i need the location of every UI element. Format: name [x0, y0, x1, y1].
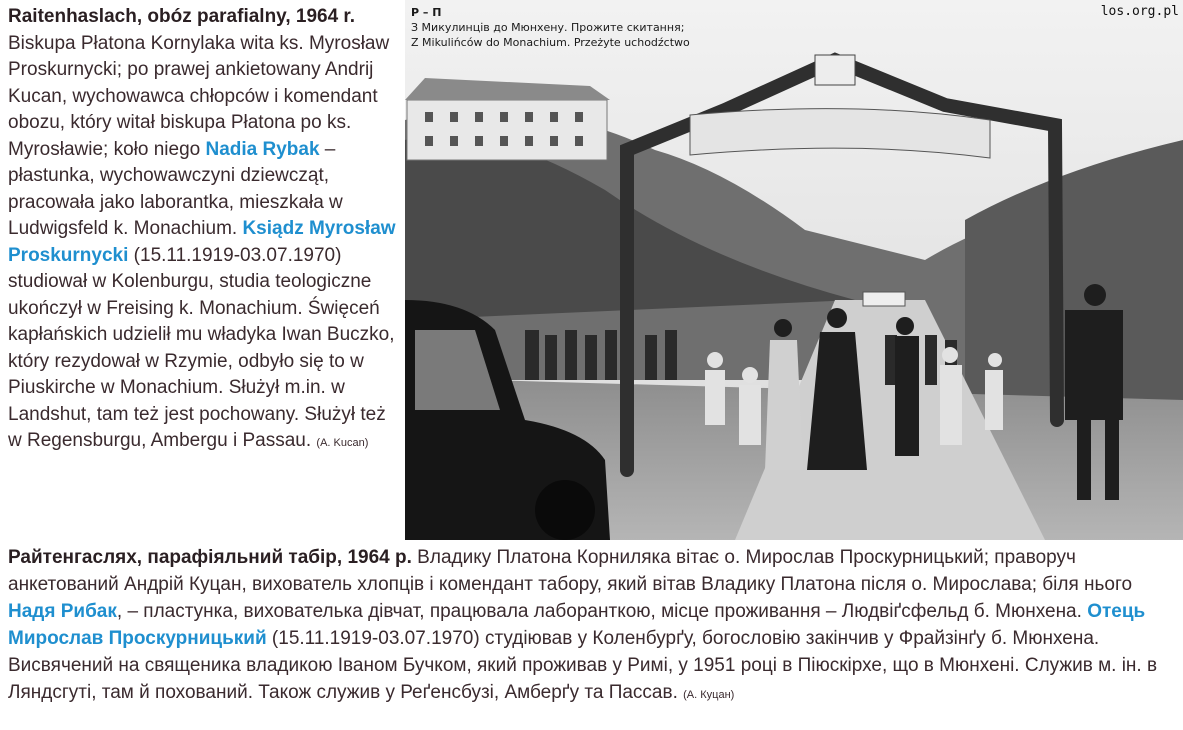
watermark: los.org.pl	[1100, 4, 1179, 19]
ukrainian-text-1: Владику Платона Корниляка вітає о. Мирослав Проскурницький; праворуч анкетований Андрій Куцан, вихователь хлопців і комендант табору, який вітав Владику Платона після о. Мирослава; біля нього	[8, 547, 1133, 595]
polish-text-2: – płastunka, wychowawczyni dziewcząt, pracowała jako laborantka, mieszkała w Ludwigsfeld k. Monachium.	[8, 138, 343, 239]
photo-caption-ukrainian: З Микулинців до Мюнхену. Прожите скитання;	[411, 21, 685, 34]
photo-code: Р – П	[411, 6, 442, 19]
ukrainian-text-3: (15.11.1919-03.07.1970) студіював у Коленбурґу, богословію закінчив у Фрайзінґу б. Мюнхена. Висвячений на священика владикою Іваном Бучком, який проживав у Римі, у 1951 році в Піюскірхе, що в Мюнхені. Служив м. ін. в Ляндсгуті, там й похований. Також служив у Реґенсбузі, Амберґу та Пассав.	[8, 628, 1158, 703]
ukrainian-title: Райтенгаслях, парафіяльний табір, 1964 р.	[8, 547, 412, 568]
polish-text-1: Biskupa Płatona Kornylaka wita ks. Myrosław Proskurnycki; po prawej ankietowany Andrij Kucan, wychowawca chłopców i komendant obozu, który witał biskupa Płatona po ks. Myrosławie; koło niego	[8, 32, 390, 160]
polish-title: Raitenhaslach, obóz parafialny, 1964 r.	[8, 6, 356, 27]
photo-caption-polish: Z Mikulińców do Monachium. Przeżyte uchodźctwo	[411, 36, 690, 49]
photo-caption	[411, 5, 690, 50]
ukrainian-name-nadia: Надя Рибак	[8, 601, 117, 622]
ukrainian-source: (А. Куцан)	[683, 689, 735, 701]
ukrainian-text-2: , – пластунка, вихователька дівчат, працювала лаборанткою, місце проживання – Людвіґсфельд б. Мюнхена.	[116, 601, 1088, 622]
polish-name-priest: Ksiądz Myrosław Proskurnycki	[8, 218, 396, 266]
polish-text-3: (15.11.1919-03.07.1970) studiował w Kolenburgu, studia teologiczne ukończył w Freising k. Monachium. Święceń kapłańskich udzielił mu władyka Iwan Buczko, który rezydował w Rzymie, odbyło się to w Piuskirche w Monachium. Służył m.in. w Landshut, tam też jest pochowany. Służył też w Regensburgu, Ambergu i Passau.	[8, 244, 395, 451]
polish-source: (A. Kucan)	[316, 437, 369, 449]
polish-name-nadia: Nadia Rybak	[205, 138, 320, 160]
photo-illustration	[405, 0, 1183, 540]
ukrainian-name-priest: Отець Мирослав Проскурницький	[8, 601, 1146, 649]
ukrainian-caption	[8, 544, 1178, 709]
historical-photo	[405, 0, 1183, 540]
polish-caption	[8, 4, 404, 457]
